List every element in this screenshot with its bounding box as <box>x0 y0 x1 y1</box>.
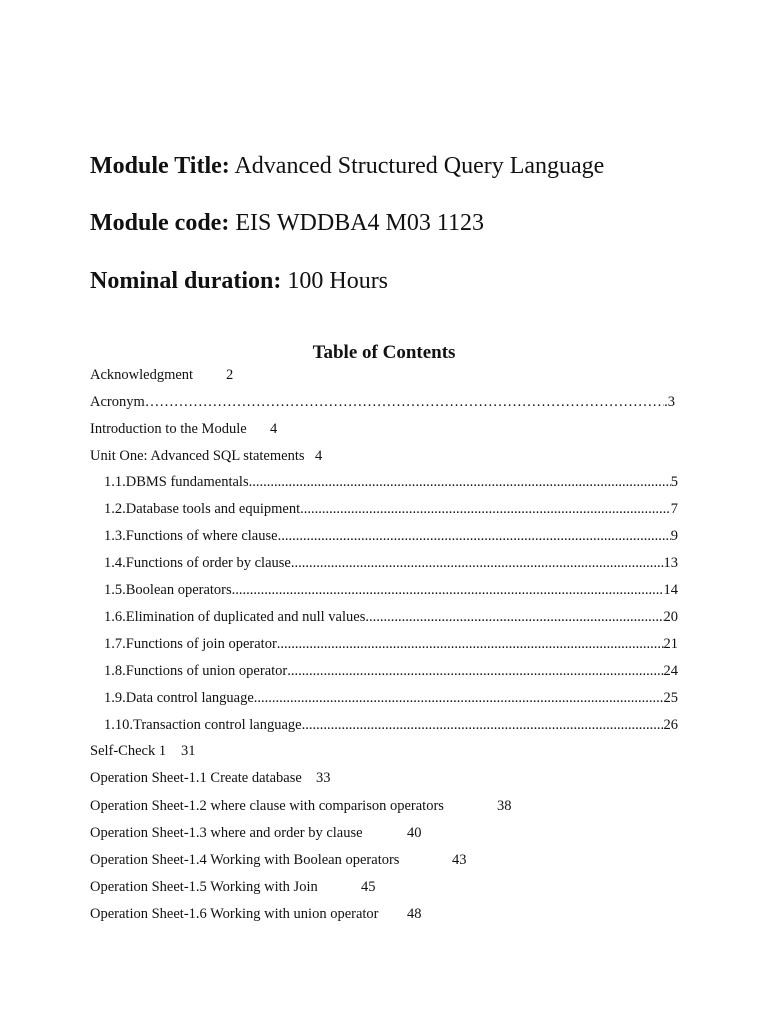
toc-entry-operation-sheet[interactable] <box>90 797 512 815</box>
nominal-duration-key: Nominal duration: <box>90 268 282 294</box>
toc-entry-number: 1.8. <box>104 663 126 679</box>
toc-entry-page: 43 <box>452 852 467 868</box>
toc-entry-number: 1.9. <box>104 690 126 706</box>
toc-entry-operation-sheet[interactable] <box>90 769 331 787</box>
toc-entry-section[interactable] <box>104 473 678 491</box>
toc-entry-page: 7 <box>670 501 678 517</box>
toc-entry-page: 33 <box>316 770 331 786</box>
module-code-key: Module code: <box>90 210 230 236</box>
toc-entry-operation-sheet[interactable] <box>90 851 467 869</box>
module-title <box>90 152 604 180</box>
toc-entry-section[interactable] <box>104 689 678 707</box>
toc-entry-page: 40 <box>407 825 422 841</box>
toc-entry-label: Functions of join operator <box>125 636 277 652</box>
toc-entry-section[interactable] <box>104 527 678 545</box>
dot-leader <box>278 527 671 545</box>
toc-entry-page: 5 <box>670 474 678 490</box>
toc-entry-page: 26 <box>663 717 678 733</box>
toc-entry-page: 21 <box>663 636 678 652</box>
toc-entry-acknowledgment[interactable] <box>90 366 234 384</box>
module-code-value: EIS WDDBA4 M03 1123 <box>235 210 484 236</box>
dot-leader <box>277 635 664 653</box>
toc-entry-page: 24 <box>663 663 678 679</box>
module-title-key: Module Title: <box>90 153 230 179</box>
toc-entry-self-check[interactable] <box>90 742 196 760</box>
toc-entry-section[interactable] <box>104 581 678 599</box>
dot-leader <box>300 500 671 518</box>
toc-entry-page: 13 <box>663 555 678 571</box>
toc-entry-number: 1.6. <box>104 609 126 625</box>
toc-entry-label: Boolean operators <box>125 582 232 598</box>
toc-entry-label: Data control language <box>125 690 254 706</box>
toc-entry-section[interactable] <box>104 662 678 680</box>
toc-entry-page: .3 <box>664 394 675 410</box>
toc-entry-page: 9 <box>670 528 678 544</box>
toc-entry-operation-sheet[interactable] <box>90 878 376 896</box>
toc-entry-acronym[interactable] <box>90 393 675 411</box>
toc-entry-label: Operation Sheet-1.3 where and order by clause <box>90 825 363 841</box>
toc-heading: Table of Contents <box>312 342 456 363</box>
toc-entry-label: Transaction control language <box>133 717 302 733</box>
toc-entry-label: Functions of order by clause <box>125 555 291 571</box>
dot-leader <box>232 581 664 599</box>
toc-entry-label: Acronym <box>90 394 145 410</box>
toc-entry-page: 25 <box>663 690 678 706</box>
toc-entry-section[interactable] <box>104 554 678 572</box>
toc-entry-number: 1.7. <box>104 636 126 652</box>
toc-entry-page: 4 <box>315 448 323 464</box>
toc-entry-number: 1.5. <box>104 582 126 598</box>
toc-entry-label: Functions of union operator <box>125 663 288 679</box>
dot-leader <box>249 473 671 491</box>
dot-leader <box>145 393 664 411</box>
toc-entry-label: Elimination of duplicated and null values <box>125 609 366 625</box>
toc-entry-section[interactable] <box>104 500 678 518</box>
toc-entry-introduction[interactable] <box>90 420 278 438</box>
toc-entry-label: Operation Sheet-1.1 Create database <box>90 770 302 786</box>
toc-entry-operation-sheet[interactable] <box>90 905 422 923</box>
module-title-value: Advanced Structured Query Language <box>234 153 605 179</box>
toc-entry-label: Acknowledgment <box>90 367 194 383</box>
toc-entry-page: 38 <box>497 798 512 814</box>
toc-entry-label: Operation Sheet-1.5 Working with Join <box>90 879 318 895</box>
toc-entry-section[interactable] <box>104 716 678 734</box>
nominal-duration <box>90 267 388 295</box>
toc-entry-label: Operation Sheet-1.4 Working with Boolean operators <box>90 852 400 868</box>
toc-entry-page: 2 <box>226 367 234 383</box>
toc-entry-number: 1.2. <box>104 501 126 517</box>
toc-entry-label: Unit One: Advanced SQL statements <box>90 448 305 464</box>
toc-entry-label: Operation Sheet-1.2 where clause with comparison operators <box>90 798 444 814</box>
toc-entry-number: 1.1. <box>104 474 126 490</box>
toc-entry-label: Functions of where clause <box>125 528 278 544</box>
toc-entry-label: Self-Check 1 <box>90 743 167 759</box>
toc-entry-number: 1.4. <box>104 555 126 571</box>
nominal-duration-value: 100 Hours <box>287 268 389 294</box>
dot-leader <box>287 662 663 680</box>
dot-leader <box>291 554 664 572</box>
toc-entry-page: 14 <box>663 582 678 598</box>
toc-entry-number: 1.10. <box>104 717 133 733</box>
toc-entry-section[interactable] <box>104 635 678 653</box>
toc-entry-number: 1.3. <box>104 528 126 544</box>
toc-entry-page: 31 <box>181 743 196 759</box>
toc-entry-page: 45 <box>361 879 376 895</box>
module-code <box>90 209 484 237</box>
toc-entry-label: DBMS fundamentals <box>125 474 249 490</box>
dot-leader <box>302 716 664 734</box>
toc-entry-label: Introduction to the Module <box>90 421 247 437</box>
dot-leader <box>365 608 663 626</box>
toc-entry-label: Operation Sheet-1.6 Working with union operator <box>90 906 379 922</box>
toc-entry-page: 48 <box>407 906 422 922</box>
toc-entry-page: 4 <box>270 421 278 437</box>
toc-entry-operation-sheet[interactable] <box>90 824 422 842</box>
dot-leader <box>254 689 664 707</box>
toc-entry-page: 20 <box>663 609 678 625</box>
toc-entry-section[interactable] <box>104 608 678 626</box>
toc-entry-unit-one[interactable] <box>90 447 323 465</box>
toc-entry-label: Database tools and equipment <box>125 501 301 517</box>
